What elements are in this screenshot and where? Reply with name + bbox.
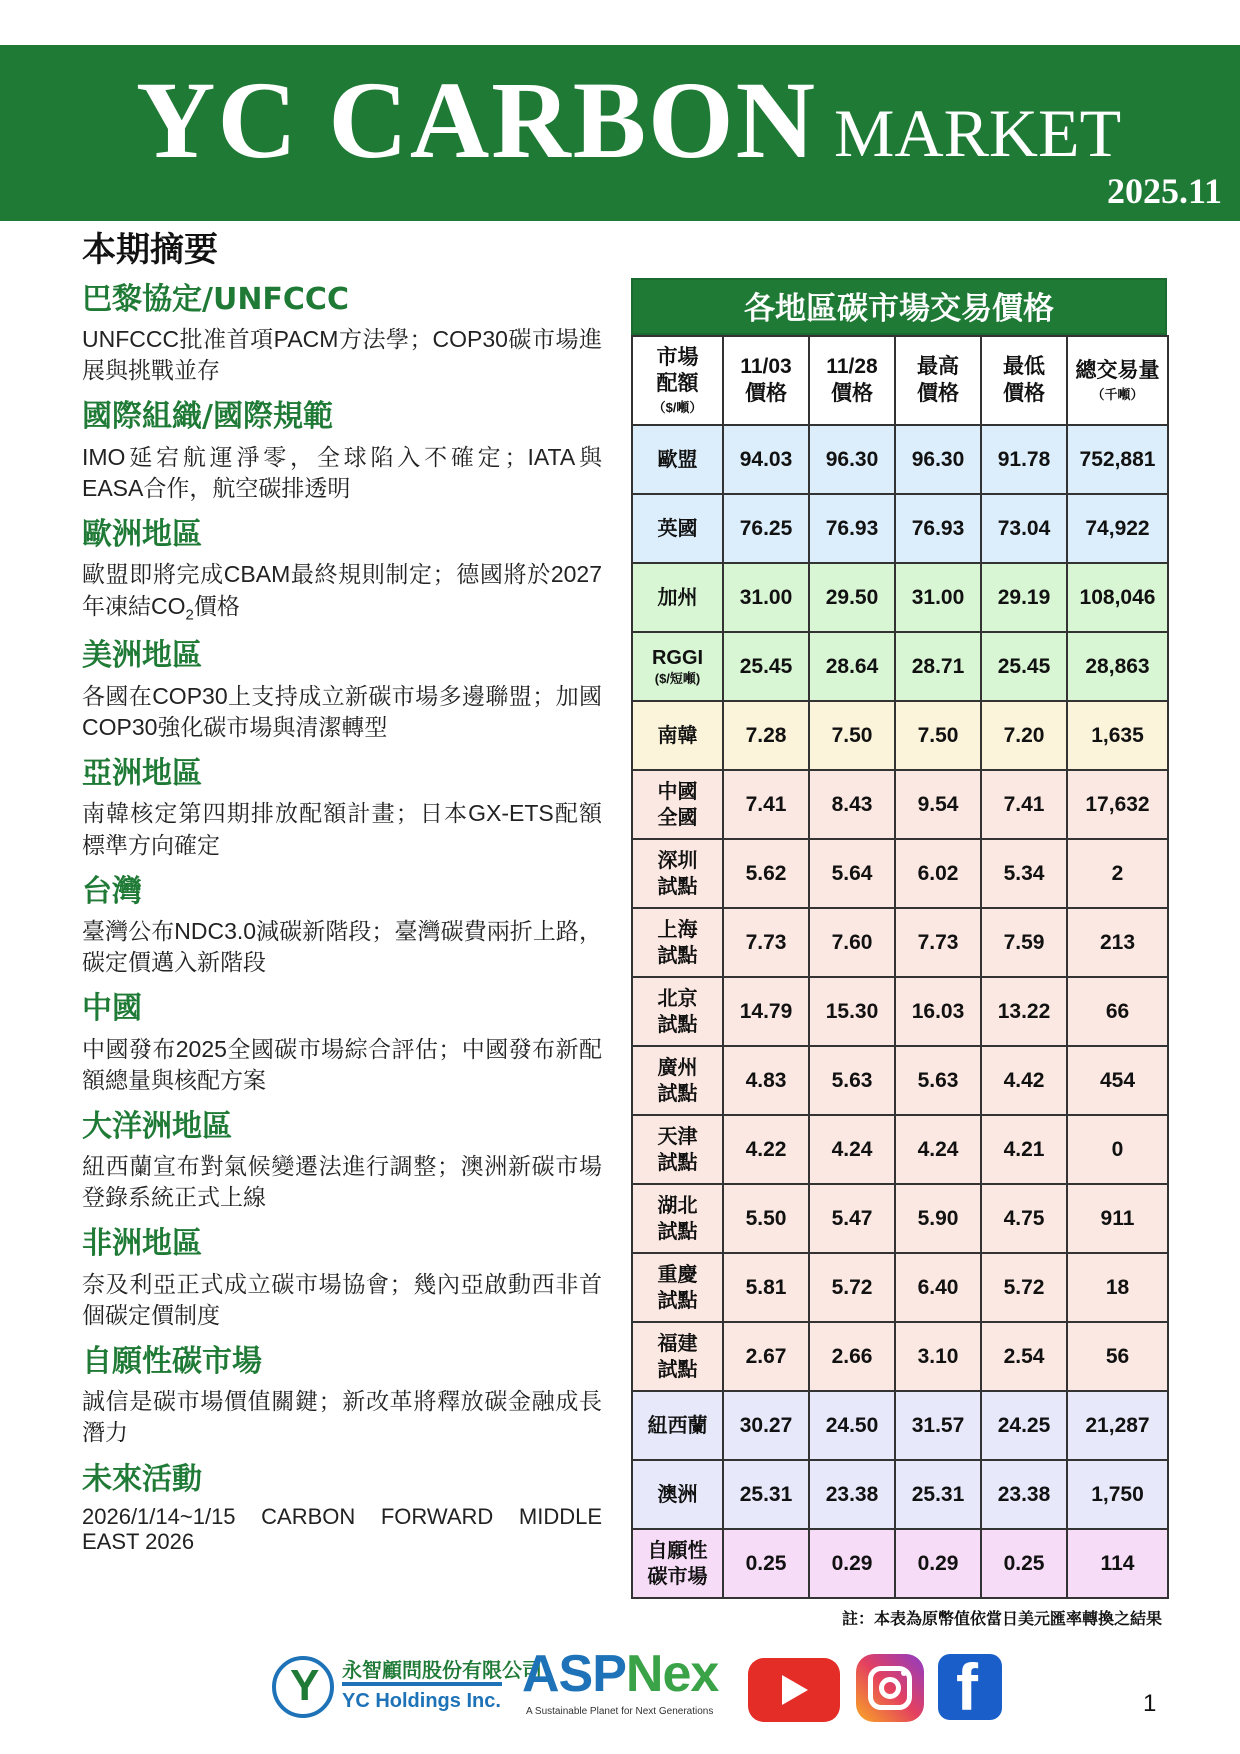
volume: 66	[1067, 977, 1168, 1046]
table-row	[632, 1391, 1168, 1460]
volume: 114	[1067, 1529, 1168, 1598]
issue-date: 2025.11	[1106, 171, 1222, 211]
section-paris	[82, 281, 602, 387]
market-name-text: 福建	[657, 1332, 698, 1355]
section-taiwan	[82, 873, 602, 979]
market-name-text: 湖北	[657, 1194, 698, 1217]
price-high: 76.93	[895, 494, 981, 563]
table-row	[632, 1184, 1168, 1253]
yc-holdings-logo[interactable]	[272, 1650, 542, 1722]
instagram-lens	[879, 1677, 901, 1699]
price-high: 6.40	[895, 1253, 981, 1322]
price-1128: 76.93	[809, 494, 895, 563]
market-name-text: 深圳	[657, 849, 698, 872]
section-title: 台灣	[82, 873, 142, 909]
section-title: 非洲地區	[82, 1226, 202, 1262]
masthead-subtitle: MARKET	[834, 95, 1122, 171]
price-1128: 8.43	[809, 770, 895, 839]
price-1128: 5.64	[809, 839, 895, 908]
section-oceania	[82, 1108, 602, 1214]
column-header-1128	[809, 336, 895, 425]
price-1103: 14.79	[723, 977, 809, 1046]
volume: 108,046	[1067, 563, 1168, 632]
volume: 18	[1067, 1253, 1168, 1322]
table-row	[632, 494, 1168, 563]
market-name	[632, 1253, 723, 1322]
aspnex-logo[interactable]	[522, 1645, 732, 1722]
price-high: 31.57	[895, 1391, 981, 1460]
section-title: 歐洲地區	[82, 516, 202, 552]
section-title: 國際組織/國際規範	[82, 399, 333, 435]
market-name-text: RGGI	[651, 647, 704, 670]
header-text: 價格	[1003, 381, 1045, 405]
play-icon	[782, 1675, 808, 1705]
table-header-row	[632, 336, 1168, 425]
table-row	[632, 425, 1168, 494]
market-name-text: 試點	[657, 1358, 698, 1381]
market-name	[632, 1322, 723, 1391]
market-name	[632, 839, 723, 908]
market-name-text: 天津	[657, 1125, 698, 1148]
column-header-high	[895, 336, 981, 425]
price-high: 7.50	[895, 701, 981, 770]
market-name-text: 北京	[657, 987, 698, 1010]
volume: 21,287	[1067, 1391, 1168, 1460]
table-row	[632, 1322, 1168, 1391]
section-international	[82, 398, 602, 504]
masthead-title: YC CARBON	[136, 59, 818, 181]
section-text: UNFCCC批准首項PACM方法學；COP30碳市場進展與挑戰並存	[82, 326, 602, 384]
header-text: 價格	[917, 381, 959, 405]
market-name: 南韓	[632, 701, 723, 770]
price-1128: 15.30	[809, 977, 895, 1046]
header-text: 總交易量	[1075, 359, 1160, 383]
volume: 752,881	[1067, 425, 1168, 494]
company-name-en: YC Holdings Inc.	[342, 1690, 501, 1712]
section-africa	[82, 1225, 602, 1331]
market-name	[632, 1046, 723, 1115]
market-name: 歐盟	[632, 425, 723, 494]
volume: 911	[1067, 1184, 1168, 1253]
page-number: 1	[1143, 1690, 1157, 1717]
section-title: 中國	[82, 991, 142, 1027]
price-low: 7.41	[981, 770, 1067, 839]
price-1128: 5.63	[809, 1046, 895, 1115]
market-name	[632, 770, 723, 839]
price-1103: 76.25	[723, 494, 809, 563]
price-1128: 28.64	[809, 632, 895, 701]
section-title: 自願性碳市場	[82, 1343, 262, 1379]
price-1128: 5.72	[809, 1253, 895, 1322]
volume: 28,863	[1067, 632, 1168, 701]
market-name-text: 試點	[657, 1289, 698, 1312]
price-low: 13.22	[981, 977, 1067, 1046]
price-low: 24.25	[981, 1391, 1067, 1460]
price-low: 29.19	[981, 563, 1067, 632]
price-1128: 24.50	[809, 1391, 895, 1460]
market-name-text: 全國	[657, 806, 698, 829]
price-1103: 7.28	[723, 701, 809, 770]
section-text: 中國發布2025全國碳市場綜合評估；中國發布新配額總量與核配方案	[82, 1035, 602, 1093]
price-low: 5.72	[981, 1253, 1067, 1322]
section-title: 巴黎協定/UNFCCC	[82, 281, 349, 317]
price-1128: 2.66	[809, 1322, 895, 1391]
aspnex-tagline: A Sustainable Planet for Next Generations	[526, 1706, 714, 1717]
price-high: 9.54	[895, 770, 981, 839]
market-name-text: 重慶	[657, 1263, 698, 1286]
volume: 454	[1067, 1046, 1168, 1115]
header-text: 最低	[1003, 355, 1045, 379]
market-unit: ($/短噸)	[654, 671, 701, 687]
price-1128: 0.29	[809, 1529, 895, 1598]
instagram-dot	[901, 1670, 907, 1676]
price-high: 6.02	[895, 839, 981, 908]
header-text: 價格	[831, 381, 873, 405]
header-text: 配額	[656, 372, 699, 396]
section-text: 臺灣公布NDC3.0減碳新階段；臺灣碳費兩折上路，碳定價邁入新階段	[82, 918, 602, 976]
table-row	[632, 977, 1168, 1046]
market-name-text: 中國	[657, 780, 698, 803]
price-low: 91.78	[981, 425, 1067, 494]
price-high: 28.71	[895, 632, 981, 701]
table-row	[632, 1529, 1168, 1598]
price-1103: 5.50	[723, 1184, 809, 1253]
header-text: 最高	[917, 355, 959, 379]
market-name-text: 碳市場	[647, 1565, 708, 1588]
price-low: 25.45	[981, 632, 1067, 701]
price-table	[631, 278, 1167, 1599]
facebook-f-glyph: f	[956, 1650, 978, 1724]
table-row	[632, 1115, 1168, 1184]
price-low: 73.04	[981, 494, 1067, 563]
price-high: 3.10	[895, 1322, 981, 1391]
price-high: 5.63	[895, 1046, 981, 1115]
aspnex-part: ASP	[522, 1645, 626, 1703]
column-header-1103	[723, 336, 809, 425]
market-name	[632, 1184, 723, 1253]
market-name-text: 試點	[657, 1082, 698, 1105]
market-name-text: 試點	[657, 1220, 698, 1243]
price-1128: 29.50	[809, 563, 895, 632]
table-row	[632, 1460, 1168, 1529]
table-row	[632, 563, 1168, 632]
price-low: 5.34	[981, 839, 1067, 908]
market-name	[632, 908, 723, 977]
price-1103: 25.45	[723, 632, 809, 701]
column-header-market	[632, 336, 723, 425]
price-high: 16.03	[895, 977, 981, 1046]
table-row	[632, 908, 1168, 977]
market-name	[632, 1115, 723, 1184]
market-name: 澳洲	[632, 1460, 723, 1529]
section-asia	[82, 755, 602, 861]
aspnex-part: Nex	[625, 1645, 719, 1703]
summary-column	[82, 230, 602, 1561]
price-1103: 2.67	[723, 1322, 809, 1391]
price-1128: 7.50	[809, 701, 895, 770]
price-high: 31.00	[895, 563, 981, 632]
price-table-grid	[631, 335, 1169, 1599]
price-1103: 94.03	[723, 425, 809, 494]
volume: 0	[1067, 1115, 1168, 1184]
header-unit: （$/噸）	[652, 399, 703, 415]
market-name: 紐西蘭	[632, 1391, 723, 1460]
price-1103: 0.25	[723, 1529, 809, 1598]
price-high: 7.73	[895, 908, 981, 977]
volume: 213	[1067, 908, 1168, 977]
table-title: 各地區碳市場交易價格	[631, 278, 1167, 335]
price-low: 4.42	[981, 1046, 1067, 1115]
youtube-icon[interactable]	[748, 1658, 840, 1722]
market-name-text: 試點	[657, 1151, 698, 1174]
section-title: 美洲地區	[82, 638, 202, 674]
price-low: 0.25	[981, 1529, 1067, 1598]
market-name-text: 上海	[657, 918, 698, 941]
column-header-low	[981, 336, 1067, 425]
volume: 17,632	[1067, 770, 1168, 839]
header-text: 市場	[656, 346, 699, 370]
header-text: 11/28	[826, 355, 878, 379]
aspnex-wordmark	[522, 1645, 719, 1703]
market-name-text: 自願性	[647, 1539, 708, 1562]
header-text: 價格	[745, 381, 787, 405]
price-1128: 4.24	[809, 1115, 895, 1184]
market-name: 加州	[632, 563, 723, 632]
volume: 1,635	[1067, 701, 1168, 770]
price-1128: 23.38	[809, 1460, 895, 1529]
table-row	[632, 839, 1168, 908]
price-1103: 25.31	[723, 1460, 809, 1529]
summary-title: 本期摘要	[82, 231, 218, 269]
market-name	[632, 1529, 723, 1598]
section-europe	[82, 516, 602, 625]
price-high: 96.30	[895, 425, 981, 494]
table-row	[632, 1253, 1168, 1322]
section-text-part: 歐盟即將完成CBAM最終規則制定；德國將於2027年凍結CO	[82, 561, 602, 619]
price-1128: 7.60	[809, 908, 895, 977]
price-1128: 96.30	[809, 425, 895, 494]
market-name	[632, 977, 723, 1046]
price-high: 5.90	[895, 1184, 981, 1253]
price-1103: 30.27	[723, 1391, 809, 1460]
yc-logo-mark: Y	[272, 1656, 334, 1718]
volume: 56	[1067, 1322, 1168, 1391]
subscript: 2	[185, 606, 194, 624]
section-text: 南韓核定第四期排放配額計畫；日本GX-ETS配額標準方向確定	[82, 800, 602, 858]
price-low: 2.54	[981, 1322, 1067, 1391]
price-1128: 5.47	[809, 1184, 895, 1253]
column-header-volume	[1067, 336, 1168, 425]
price-low: 7.20	[981, 701, 1067, 770]
price-1103: 5.81	[723, 1253, 809, 1322]
price-high: 0.29	[895, 1529, 981, 1598]
section-text: 奈及利亞正式成立碳市場協會；幾內亞啟動西非首個碳定價制度	[82, 1270, 602, 1328]
section-events	[82, 1461, 602, 1555]
volume: 74,922	[1067, 494, 1168, 563]
market-name-text: 試點	[657, 875, 698, 898]
section-americas	[82, 637, 602, 743]
section-title: 大洋洲地區	[82, 1108, 232, 1144]
section-text: IMO延宕航運淨零，全球陷入不確定；IATA與EASA合作，航空碳排透明	[82, 443, 602, 501]
header-banner	[0, 45, 1240, 221]
price-low: 23.38	[981, 1460, 1067, 1529]
price-low: 4.21	[981, 1115, 1067, 1184]
section-text-part: 價格	[193, 592, 240, 619]
header-text: 11/03	[740, 355, 792, 379]
price-1103: 5.62	[723, 839, 809, 908]
section-text: 各國在COP30上支持成立新碳市場多邊聯盟；加國COP30強化碳市場與清潔轉型	[82, 682, 602, 740]
market-name: 英國	[632, 494, 723, 563]
table-row	[632, 632, 1168, 701]
price-low: 4.75	[981, 1184, 1067, 1253]
logo-divider	[342, 1682, 502, 1686]
price-1103: 7.73	[723, 908, 809, 977]
company-name-cn: 永智顧問股份有限公司	[342, 1660, 542, 1682]
price-1103: 4.83	[723, 1046, 809, 1115]
section-text: 誠信是碳市場價值關鍵；新改革將釋放碳金融成長潛力	[82, 1388, 602, 1446]
price-high: 4.24	[895, 1115, 981, 1184]
section-china	[82, 990, 602, 1096]
instagram-icon[interactable]	[856, 1654, 924, 1722]
price-1103: 7.41	[723, 770, 809, 839]
section-title: 未來活動	[82, 1461, 202, 1497]
section-title: 亞洲地區	[82, 755, 202, 791]
footer	[0, 1645, 1240, 1730]
market-name-text: 試點	[657, 944, 698, 967]
price-1103: 4.22	[723, 1115, 809, 1184]
header-unit: （千噸）	[1091, 386, 1144, 402]
price-high: 25.31	[895, 1460, 981, 1529]
table-row	[632, 1046, 1168, 1115]
section-text: 紐西蘭宣布對氣候變遷法進行調整；澳洲新碳市場登錄系統正式上線	[82, 1153, 602, 1211]
market-name	[632, 632, 723, 701]
market-name-text: 試點	[657, 1013, 698, 1036]
volume: 1,750	[1067, 1460, 1168, 1529]
price-1103: 31.00	[723, 563, 809, 632]
volume: 2	[1067, 839, 1168, 908]
table-row	[632, 701, 1168, 770]
market-name-text: 廣州	[657, 1056, 698, 1079]
section-voluntary	[82, 1343, 602, 1449]
section-text: 2026/1/14~1/15 CARBON FORWARD MIDDLE EAST 2026	[82, 1504, 602, 1555]
table-row	[632, 770, 1168, 839]
facebook-icon[interactable]	[938, 1650, 1002, 1724]
table-note: 註：本表為原幣值依當日美元匯率轉換之結果	[841, 1611, 1162, 1628]
price-low: 7.59	[981, 908, 1067, 977]
section-text	[82, 559, 602, 625]
